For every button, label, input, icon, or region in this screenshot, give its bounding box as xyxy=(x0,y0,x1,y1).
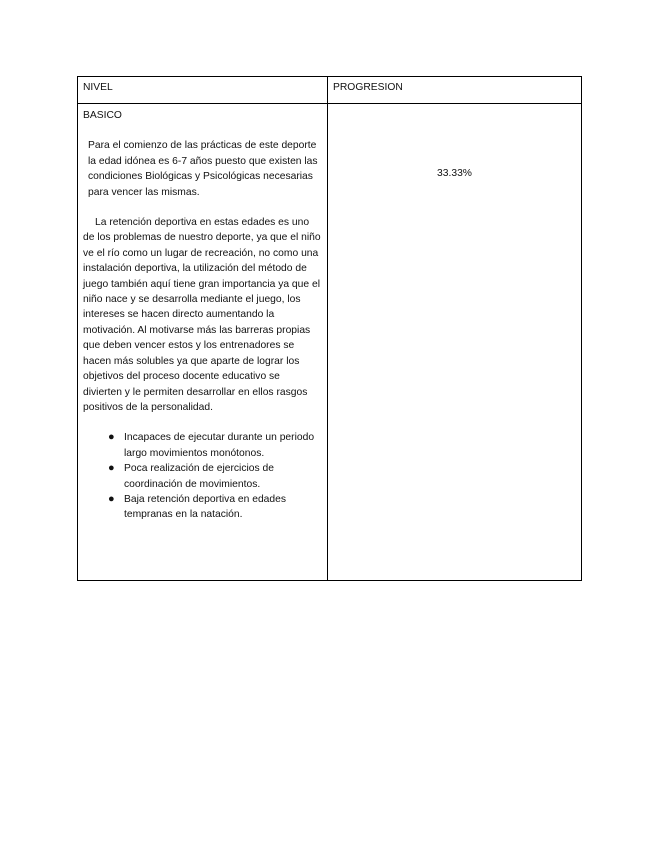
paragraph-retention: La retención deportiva en estas edades es uno de los problemas de nuestro deporte, ya que el niño ve el río como un lugar de recreación, no como una instalación deportiva, la utilización del método de juego también aquí tiene gran importancia ya que el niño nace y se desarrolla mediante el juego, los intereses se hacen directo aumentando la motivación. Al motivarse más las barreras propias que deben vencer estos y los entrenadores se hacen más solubles ya que aparte de lograr los objetivos del proceso docente educativo se divierten y le permiten desarrollar en ellos rasgos positivos de la personalidad. xyxy=(83,217,321,413)
paragraph-age: Para el comienzo de las prácticas de este deporte la edad idónea es 6-7 años puesto que existen las condiciones Biológicas y Psicológicas necesarias para vencer las mismas. xyxy=(88,140,318,198)
level-progression-table xyxy=(77,76,582,581)
list-item-text: Incapaces de ejecutar durante un periodo largo movimientos monótonos. xyxy=(124,432,315,459)
header-progresion: PROGRESION xyxy=(328,77,582,104)
list-item xyxy=(83,430,321,461)
bullet-icon: ● xyxy=(108,492,115,505)
list-item-text: Poca realización de ejercicios de coordinación de movimientos. xyxy=(124,463,274,490)
level-cell xyxy=(78,104,328,581)
list-item xyxy=(83,492,321,523)
bullet-icon: ● xyxy=(108,431,115,444)
list-item xyxy=(83,461,321,492)
list-item-text: Baja retención deportiva en edades tempranas en la natación. xyxy=(124,493,287,521)
table-header-row xyxy=(78,77,582,104)
header-nivel: NIVEL xyxy=(78,77,328,104)
level-name: BASICO xyxy=(83,110,122,121)
progression-value: 33.33% xyxy=(437,168,472,179)
progression-cell xyxy=(328,104,582,581)
bullet-list xyxy=(83,430,321,522)
table-row xyxy=(78,104,582,581)
bullet-icon: ● xyxy=(108,462,115,475)
